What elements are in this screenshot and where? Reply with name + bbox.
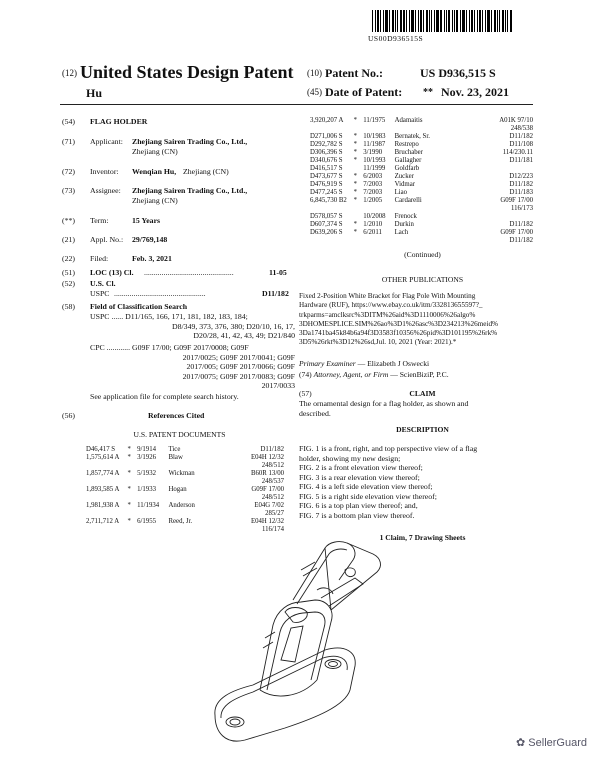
assignee-place: Zhejiang (CN)	[132, 196, 178, 205]
reference-row	[310, 149, 535, 157]
barcode-bar	[502, 10, 504, 32]
barcode-bar	[409, 10, 410, 32]
uspc-lines	[90, 312, 295, 341]
patent-type-title: United States Design Patent	[80, 62, 294, 82]
barcode-bar	[510, 10, 512, 32]
barcode-bar	[434, 10, 435, 32]
code: (72)	[62, 167, 75, 176]
publication-number: US00D936515S	[368, 34, 424, 43]
ref-name: Tice	[168, 446, 181, 453]
ref-star: *	[353, 229, 357, 236]
ref-star: *	[353, 141, 357, 148]
ref-number: D271,006 S	[310, 133, 343, 140]
label: Term:	[90, 216, 109, 225]
ref-star: *	[353, 197, 357, 204]
ref-date: 7/2003	[363, 189, 383, 196]
barcode	[372, 10, 518, 32]
label: Filed:	[90, 254, 109, 263]
inventor-place: Zhejiang (CN)	[183, 167, 229, 176]
barcode-bar	[389, 10, 390, 32]
label: References Cited	[148, 411, 205, 420]
inventor-short: Hu	[86, 86, 103, 100]
filed-date: Feb. 3, 2021	[132, 254, 172, 263]
ref-name: Bernatek, Sr.	[394, 133, 430, 140]
barcode-bar	[383, 10, 384, 32]
text-line: Hardware (RUF), https://www.ebay.co.uk/itm/332813655597?_	[299, 301, 483, 310]
text-line: The ornamental design for a flag holder, as shown and	[299, 399, 469, 408]
text-line: D8/349, 373, 376, 380; D20/10, 16, 17,	[171, 321, 295, 331]
examiner-name: — Elizabeth J Oswecki	[355, 359, 430, 368]
watermark-text: SellerGuard	[528, 737, 587, 749]
ref-date: 6/2003	[363, 173, 383, 180]
ref-date: 10/2008	[363, 213, 386, 220]
header-rule	[60, 104, 533, 105]
left-references	[86, 446, 286, 534]
barcode-bar	[380, 10, 381, 32]
reference-row	[310, 229, 535, 245]
ref-star: *	[127, 454, 131, 461]
code: (51)	[62, 268, 75, 277]
ref-class	[462, 213, 535, 221]
label: LOC (13) Cl.	[90, 268, 134, 277]
ref-name: Anderson	[168, 502, 195, 509]
ref-class: G09F 17/00 248/512	[251, 486, 284, 501]
reference-row	[310, 173, 535, 181]
leader-dots: ...............................................	[114, 289, 206, 298]
patent-no-label: Patent No.:	[325, 66, 383, 80]
barcode-bar	[440, 10, 442, 32]
applicant-name: Zhejiang Sairen Trading Co., Ltd.,	[132, 137, 248, 146]
ref-date: 1/2005	[363, 197, 383, 204]
wechat-icon: ✿	[516, 737, 526, 749]
reference-row	[310, 181, 535, 189]
code: (56)	[62, 411, 75, 420]
ref-class: G09F 17/00 D11/182	[500, 229, 533, 244]
barcode-bar	[406, 10, 407, 32]
ref-class: D11/182	[260, 446, 284, 453]
code-12: (12)	[62, 68, 77, 78]
claim-heading: CLAIM	[409, 389, 436, 398]
reference-row	[310, 197, 535, 213]
label: Attorney, Agent, or Firm	[313, 370, 389, 379]
ref-date: 6/1955	[137, 518, 157, 525]
claims-summary: 1 Claim, 7 Drawing Sheets	[379, 533, 466, 542]
barcode-bar	[418, 10, 419, 32]
ref-number: D578,057 S	[310, 213, 343, 220]
reference-row	[86, 518, 286, 534]
barcode-bar	[469, 10, 470, 32]
text-line: 2017/005; G09F 2017/0066; G09F	[186, 362, 295, 371]
code: (54)	[62, 117, 75, 126]
attorney-name: — ScienBiziP, P.C.	[388, 370, 449, 379]
barcode-bar	[426, 10, 428, 32]
search-history-note: See application file for complete search history.	[90, 392, 239, 401]
code: (74)	[299, 370, 312, 379]
ref-name: Wickman	[168, 470, 195, 477]
barcode-bar	[392, 10, 394, 32]
barcode-bar	[431, 10, 432, 32]
barcode-bar	[456, 10, 458, 32]
barcode-bar	[411, 10, 414, 32]
ref-star: *	[127, 518, 131, 525]
ref-star: *	[353, 189, 357, 196]
us-class: D11/182	[262, 289, 289, 298]
ref-star: *	[127, 470, 131, 477]
ref-class: D11/182	[509, 221, 533, 228]
text-line: 2017/0033	[261, 381, 295, 390]
barcode-bar	[415, 10, 416, 32]
barcode-bar	[485, 10, 486, 32]
ref-name: Restrepo	[394, 141, 419, 148]
applicant-place: Zhejiang (CN)	[132, 147, 178, 156]
ref-star: *	[127, 486, 131, 493]
ref-name: Hogan	[168, 486, 187, 493]
barcode-bar	[395, 10, 396, 32]
label: Field of Classification Search	[90, 302, 188, 311]
reference-row	[310, 189, 535, 197]
text-line: FIG. 6 is a top plan view thereof; and,	[299, 501, 418, 510]
ref-date: 9/1914	[137, 446, 157, 453]
text-line: 3D5%26rkt%3D12%26sd,Jul. 10, 2021 (Year: 2021).*	[299, 338, 457, 347]
barcode-bar	[448, 10, 450, 32]
barcode-bar	[454, 10, 455, 32]
appl-no: 29/769,148	[132, 235, 168, 244]
ref-star: *	[353, 157, 357, 164]
ref-name: Zucker	[394, 173, 414, 180]
label: Inventor:	[90, 167, 119, 176]
barcode-bar	[491, 10, 492, 32]
ref-number: 2,711,712 A	[86, 518, 120, 525]
ref-date: 3/1990	[363, 149, 383, 156]
ref-star: *	[127, 446, 131, 453]
code: (71)	[62, 137, 75, 146]
text-line: FIG. 3 is a rear elevation view thereof;	[299, 472, 420, 482]
text-line: Fixed 2-Position White Bracket for Flag Pole With Mounting	[299, 292, 476, 300]
text-line: D20/28, 41, 42, 43, 49; D21/840	[193, 331, 295, 340]
patent-date: Nov. 23, 2021	[441, 85, 510, 99]
label: U.S. Cl.	[90, 279, 116, 288]
patent-no: US D936,515 S	[420, 66, 496, 80]
ref-name: Vidmar	[394, 181, 415, 188]
ref-name: Reed, Jr.	[168, 518, 193, 525]
leader-dots: ..............................................	[144, 268, 234, 277]
reference-row	[310, 213, 535, 221]
ref-date: 11/1999	[363, 165, 386, 172]
other-publications-heading: OTHER PUBLICATIONS	[381, 275, 464, 284]
ref-class: B60R 13/00 248/537	[250, 470, 284, 485]
reference-row	[310, 165, 535, 173]
label: Applicant:	[90, 137, 123, 146]
ref-date: 10/1993	[363, 157, 386, 164]
other-publications	[299, 292, 539, 348]
inventor-name: Wenqian Hu,	[132, 167, 177, 176]
barcode-bar	[372, 10, 373, 32]
description-heading: DESCRIPTION	[396, 425, 449, 434]
reference-row	[310, 221, 535, 229]
text-line: FIG. 2 is a front elevation view thereof;	[299, 463, 423, 472]
barcode-bar	[499, 10, 500, 32]
ref-star: *	[353, 149, 357, 156]
text-line: FIG. 1 is a front, right, and top perspective view of a flag	[299, 444, 478, 453]
ref-name: Bruchaber	[394, 149, 423, 156]
ref-number: D292,782 S	[310, 141, 343, 148]
ref-date: 3/1926	[137, 454, 157, 461]
text-line: 3Da1741ba45k84b6a94f3D3583f10356%26pid%3D101195%26rk%	[299, 329, 498, 338]
ref-number: D473,677 S	[310, 173, 343, 180]
code: (73)	[62, 186, 75, 195]
reference-row	[310, 157, 535, 165]
ref-class: E04G 7/02 285/27	[254, 502, 284, 517]
ref-number: D477,245 S	[310, 189, 343, 196]
barcode-bar	[397, 10, 398, 32]
text-line: trkparms=amclksrc%3DITM%26aid%3D1110006%26algo%	[299, 310, 476, 319]
barcode-bar	[377, 10, 379, 32]
ref-number: D607,374 S	[310, 221, 343, 228]
barcode-bar	[479, 10, 481, 32]
date-label: Date of Patent:	[325, 85, 403, 99]
reference-row	[86, 470, 286, 486]
text-line: FIG. 7 is a bottom plan view thereof.	[299, 510, 415, 520]
text-line: FIG. 5 is a right side elevation view thereof;	[299, 491, 437, 501]
barcode-bar	[487, 10, 490, 32]
ref-date: 11/1975	[363, 117, 386, 124]
text-line: described.	[299, 408, 331, 418]
ref-name: Lach	[394, 229, 409, 236]
reference-row	[310, 117, 535, 133]
text-line: FIG. 4 is a left side elevation view thereof;	[299, 482, 433, 491]
barcode-bar	[375, 10, 376, 32]
barcode-bar	[403, 10, 405, 32]
barcode-bar	[423, 10, 424, 32]
ref-name: Frenock	[394, 213, 417, 220]
label: Assignee:	[90, 186, 121, 195]
barcode-bar	[507, 10, 508, 32]
ref-date: 1/2010	[363, 221, 383, 228]
ref-class: A01K 97/10 248/538	[499, 117, 533, 132]
ref-date: 11/1987	[363, 141, 386, 148]
ref-star: *	[353, 117, 357, 124]
code-45: (45)	[307, 87, 322, 97]
reference-row	[86, 502, 286, 518]
barcode-bar	[446, 10, 447, 32]
ref-number: 3,920,207 A	[310, 117, 344, 124]
ref-number: D306,396 S	[310, 149, 343, 156]
ref-class: D11/182	[509, 181, 533, 188]
reference-row	[310, 133, 535, 141]
text-line: 2017/0025; G09F 2017/0041; G09F	[182, 352, 295, 362]
text-line: 3DHOMESPLICE.SIM%26ao%3D1%26asc%3D234213%26meid%	[299, 319, 499, 328]
reference-row	[86, 446, 286, 454]
barcode-bar	[466, 10, 467, 32]
barcode-bar	[482, 10, 483, 32]
text-line: 2017/0075; G09F 2017/0083; G09F	[182, 371, 295, 381]
ref-number: 1,857,774 A	[86, 470, 120, 477]
claim-code: (57)	[299, 389, 312, 398]
ref-number: D46,417 S	[86, 446, 116, 453]
ref-date: 1/1933	[137, 486, 157, 493]
date-star: **	[423, 87, 433, 98]
assignee-name: Zhejiang Sairen Trading Co., Ltd.,	[132, 186, 248, 195]
barcode-bar	[494, 10, 496, 32]
ref-name: Durkin	[394, 221, 414, 228]
us-patent-docs-heading: U.S. PATENT DOCUMENTS	[133, 430, 226, 439]
barcode-bar	[400, 10, 402, 32]
text-line: USPC ...... D11/165, 166, 171, 181, 182, 183, 184;	[90, 312, 248, 321]
ref-date: 6/2011	[363, 229, 382, 236]
primary-examiner	[299, 359, 539, 369]
continued-note: (Continued)	[404, 250, 441, 259]
ref-class: D11/108	[509, 141, 533, 148]
claim-text	[299, 399, 539, 418]
ref-number: 1,893,585 A	[86, 486, 120, 493]
ref-class: D12/223	[509, 173, 533, 180]
ref-number: 6,845,730 B2	[310, 197, 347, 204]
ref-number: D416,517 S	[310, 165, 343, 172]
reference-row	[86, 486, 286, 502]
barcode-bar	[420, 10, 422, 32]
label: Primary Examiner	[299, 359, 356, 368]
barcode-bar	[462, 10, 465, 32]
barcode-bar	[429, 10, 430, 32]
ref-class: D11/183	[509, 189, 533, 196]
loc-class: 11-05	[269, 268, 287, 277]
ref-number: D476,919 S	[310, 181, 343, 188]
attorney	[299, 370, 539, 380]
ref-number: 1,981,938 A	[86, 502, 120, 509]
ref-name: Goldfarb	[394, 165, 420, 172]
ref-class	[462, 165, 535, 173]
reference-row	[310, 141, 535, 149]
text-line: holder, showing my new design;	[299, 453, 401, 463]
ref-class: E04H 12/32 116/174	[250, 518, 284, 533]
ref-name: Gallagher	[394, 157, 422, 164]
ref-class: G09F 17/00 116/173	[500, 197, 533, 212]
cpc-lines	[90, 343, 295, 391]
ref-star: *	[353, 173, 357, 180]
ref-number: 1,575,614 A	[86, 454, 120, 461]
code: (52)	[62, 279, 75, 288]
barcode-bar	[497, 10, 498, 32]
barcode-bar	[385, 10, 388, 32]
ref-class: 114/230.11	[502, 149, 533, 156]
description-text	[299, 444, 539, 520]
ref-star: *	[353, 133, 357, 140]
right-references	[310, 117, 535, 245]
barcode-bar	[436, 10, 439, 32]
barcode-bar	[471, 10, 473, 32]
barcode-bar	[444, 10, 445, 32]
ref-date: 11/1934	[137, 502, 160, 509]
design-title: FLAG HOLDER	[90, 117, 148, 126]
ref-class: E04H 12/32 248/512	[250, 454, 284, 469]
ref-date: 7/2003	[363, 181, 383, 188]
label: Appl. No.:	[90, 235, 124, 244]
ref-date: 5/1932	[137, 470, 157, 477]
code: (58)	[62, 302, 75, 311]
reference-row	[86, 454, 286, 470]
barcode-bar	[477, 10, 478, 32]
barcode-bar	[474, 10, 475, 32]
watermark	[516, 736, 587, 749]
ref-number: D340,676 S	[310, 157, 343, 164]
ref-number: D639,206 S	[310, 229, 343, 236]
ref-star: *	[353, 221, 357, 228]
barcode-bar	[452, 10, 453, 32]
ref-star: *	[127, 502, 131, 509]
ref-class: D11/182	[509, 133, 533, 140]
ref-name: Cardarelli	[394, 197, 422, 204]
barcode-bar	[460, 10, 461, 32]
ref-date: 10/1983	[363, 133, 386, 140]
ref-star	[354, 165, 364, 173]
code: (22)	[62, 254, 75, 263]
ref-name: Adamaitis	[394, 117, 423, 124]
term-value: 15 Years	[132, 216, 161, 225]
ref-star: *	[353, 181, 357, 188]
ref-star	[354, 213, 364, 221]
code-10: (10)	[307, 68, 322, 78]
text-line: CPC ............ G09F 17/00; G09F 2017/0008; G09F	[90, 343, 249, 352]
ref-name: Liao	[394, 189, 408, 196]
ref-class: D11/181	[509, 157, 533, 164]
uspc-label: USPC	[90, 289, 110, 298]
code: (21)	[62, 235, 75, 244]
barcode-bar	[505, 10, 506, 32]
code: (**)	[62, 216, 75, 225]
flag-holder-drawing	[205, 540, 410, 750]
ref-name: Blaw	[168, 454, 183, 461]
